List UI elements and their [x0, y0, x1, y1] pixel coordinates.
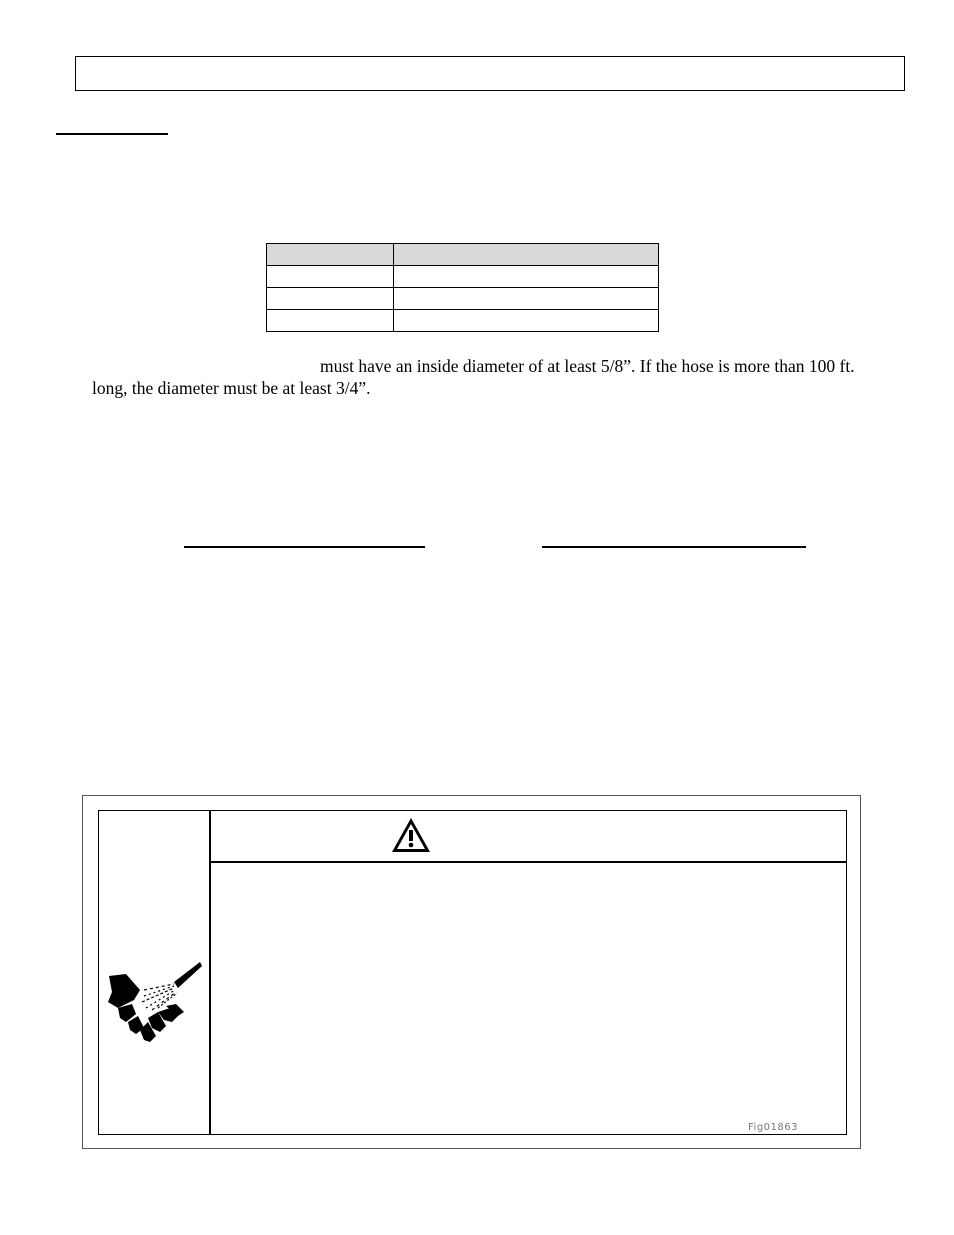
table-row [267, 266, 659, 288]
table-cell [267, 288, 394, 310]
hose-text-line-2: long, the diameter must be at least 3/4”. [92, 378, 371, 398]
page-header-box [75, 56, 905, 91]
table-header-cell [394, 244, 659, 266]
warning-inner-frame [98, 810, 847, 1135]
right-heading-underline [542, 546, 806, 548]
table-row [267, 288, 659, 310]
hose-diameter-paragraph [92, 355, 902, 399]
section-title-underline [56, 133, 168, 135]
warning-header-divider [209, 861, 846, 863]
warning-panel [82, 795, 861, 1149]
left-heading-underline [184, 546, 425, 548]
table-cell [394, 266, 659, 288]
hose-text-line-1: must have an inside diameter of at least 5/8”. If the hose is more than 100 ft. [320, 356, 855, 376]
high-pressure-spray-hand-icon [104, 956, 204, 1066]
table-row [267, 310, 659, 332]
table-cell [394, 288, 659, 310]
table-header-cell [267, 244, 394, 266]
warning-column-divider [209, 811, 211, 1134]
table-cell [267, 266, 394, 288]
figure-reference-label: Fig01863 [748, 1122, 798, 1133]
warning-triangle-icon [390, 816, 432, 854]
table-cell [394, 310, 659, 332]
specification-table [266, 243, 659, 332]
table-cell [267, 310, 394, 332]
table-header-row [267, 244, 659, 266]
